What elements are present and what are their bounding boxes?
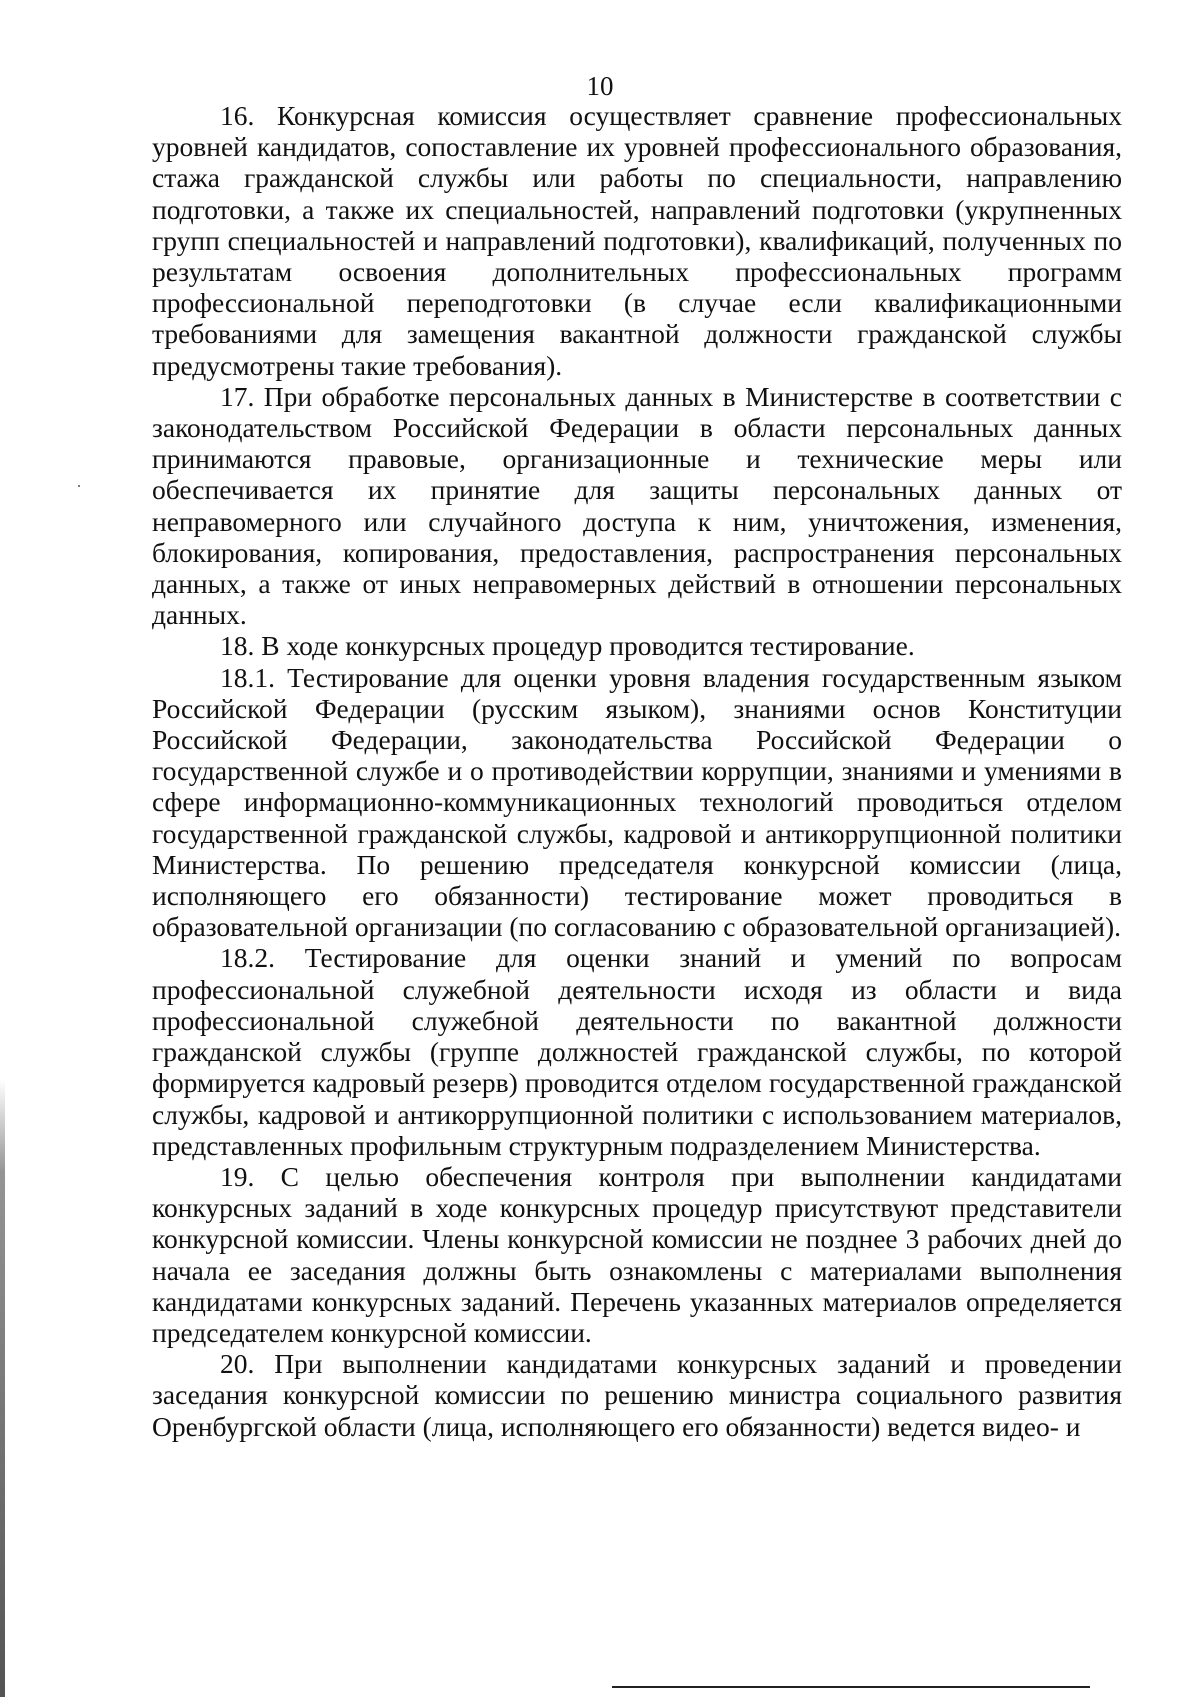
page-number: 10: [586, 71, 614, 101]
paragraph-18-2: 18.2. Тестирование для оценки знаний и умений по вопросам профессиональной служебной деятельности исходя из области и вида профессиональной служебной деятельности по вакантной должности гражданской службы (группе должностей гражданской службы, по которой формируется кадровый резерв) проводится отделом государственной гражданской службы, кадровой и антикоррупционной политики с использованием материалов, представленных профильным структурным подразделением Министерства.: [152, 942, 1122, 1161]
paragraph-20: 20. При выполнении кандидатами конкурсных заданий и проведении заседания конкурсной комиссии по решению министра социального развития Оренбургской области (лица, исполняющего его обязанности) ведется видео- и: [152, 1348, 1122, 1442]
scan-speck: [78, 485, 80, 487]
paragraph-17: 17. При обработке персональных данных в Министерстве в соответствии с законодательством Российской Федерации в области персональных данных принимаются правовые, организационные и технические меры или обеспечивается их принятие для защиты персональных данных от неправомерного или случайного доступа к ним, уничтожения, изменения, блокирования, копирования, предоставления, распространения персональных данных, а также от иных неправомерных действий в отношении персональных данных.: [152, 380, 1122, 631]
paragraph-16: 16. Конкурсная комиссия осуществляет сравнение профессиональных уровней кандидатов, сопоставление их уровней профессионального образования, стажа гражданской службы или работы по специальности, направлению подготовки, а также их специальностей, направлений подготовки (укрупненных групп специальностей и направлений подготовки), квалификаций, полученных по результатам освоения дополнительных профессиональных программ профессиональной переподготовки (в случае если квалификационными требованиями для замещения вакантной должности гражданской службы предусмотрены такие требования).: [152, 100, 1122, 381]
footer-rule: [612, 1686, 1090, 1688]
document-body: [152, 100, 1122, 1442]
paragraph-19: 19. С целью обеспечения контроля при выполнении кандидатами конкурсных заданий в ходе конкурсных процедур присутствуют представители конкурсной комиссии. Члены конкурсной комиссии не позднее 3 рабочих дней до начала ее заседания должны быть ознакомлены с материалами выполнения кандидатами конкурсных заданий. Перечень указанных материалов определяется председателем конкурсной комиссии.: [152, 1160, 1122, 1348]
scan-edge-shadow: [0, 1080, 5, 1697]
paragraph-18-1: 18.1. Тестирование для оценки уровня владения государственным языком Российской Федерации (русским языком), знаниями основ Конституции Российской Федерации, законодательства Российской Федерации о государственной службе и о противодействии коррупции, знаниями и умениями в сфере информационно-коммуникационных технологий проводиться отделом государственной гражданской службы, кадровой и антикоррупционной политики Министерства. По решению председателя конкурсной комиссии (лица, исполняющего его обязанности) тестирование может проводиться в образовательной организации (по согласованию с образовательной организацией).: [152, 661, 1122, 943]
paragraph-18: 18. В ходе конкурсных процедур проводится тестирование.: [220, 630, 915, 662]
